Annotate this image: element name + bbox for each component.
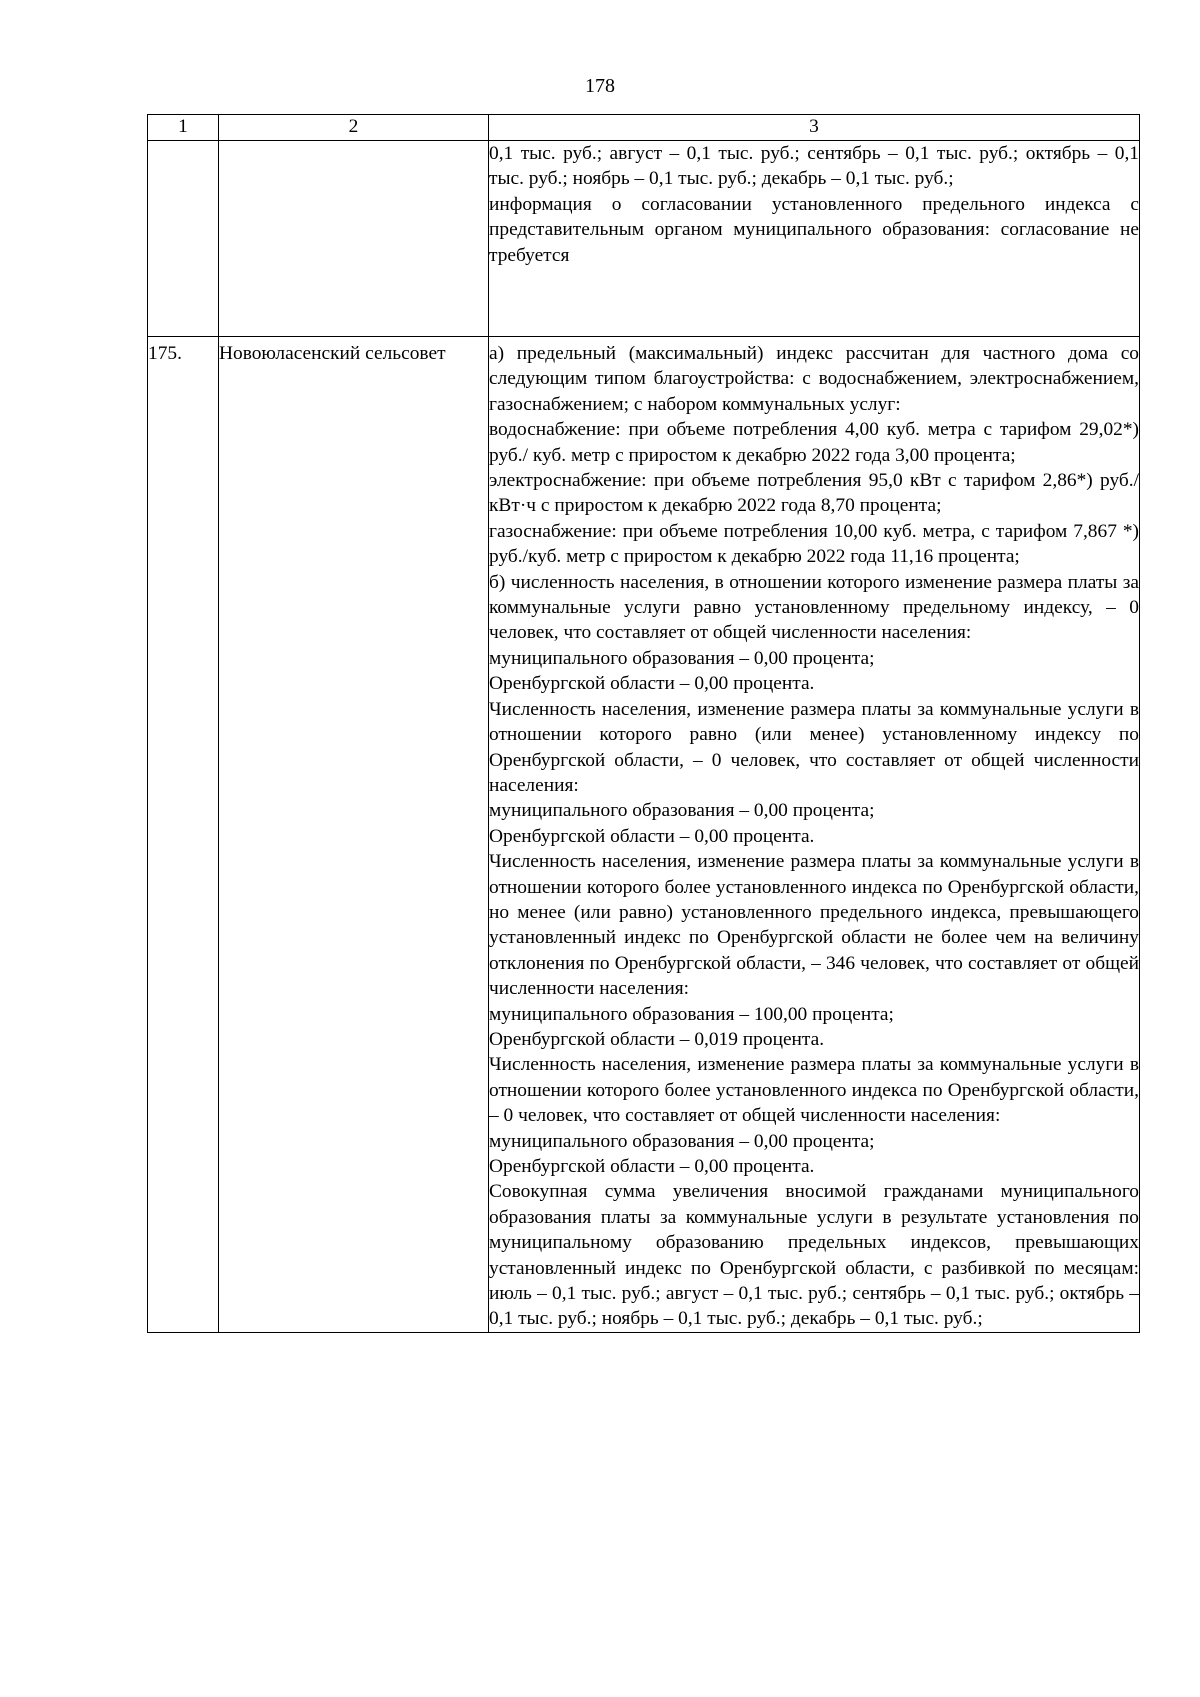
entry-paragraph: а) предельный (максимальный) индекс рассчитан для частного дома со следующим типом благоустройства: с водоснабжением, электроснабжением, газоснабжением; с набором коммунальных услуг: [489, 343, 1139, 415]
entry-paragraph: электроснабжение: при объеме потребления 95,0 кВт с тарифом 2,86*) руб./кВт·ч с приростом к декабрю 2022 года 8,70 процента; [489, 470, 1139, 517]
entry-paragraph: Оренбургской области – 0,019 процента. [489, 1028, 825, 1050]
column-header-2: 2 [219, 115, 489, 141]
municipality-name: Новоюласенский сельсовет [219, 337, 489, 1333]
continuation-name-cell [219, 141, 489, 337]
entry-paragraph: Оренбургской области – 0,00 процента. [489, 673, 815, 695]
entry-paragraph: газоснабжение: при объеме потребления 10,00 куб. метра, с тарифом 7,867 *) руб./куб. метр с приростом к декабрю 2022 года 11,16 процента; [489, 520, 1139, 568]
entry-paragraph: Численность населения, изменение размера платы за коммунальные услуги в отношении которого более установленного индекса по Оренбургской области, – 0 человек, что составляет от общей численности населения: [489, 1054, 1139, 1127]
index-table [147, 114, 1140, 1333]
entry-paragraph: Численность населения, изменение размера платы за коммунальные услуги в отношении которого равно (или менее) установленному индексу по Оренбургской области, – 0 человек, что составляет от общей численности населения: [489, 698, 1139, 796]
continuation-content-cell [489, 141, 1140, 337]
entry-paragraph: Численность населения, изменение размера платы за коммунальные услуги в отношении которого более установленного индекса по Оренбургской области, но менее (или равно) установленного предельного индекса, превышающего установленный индекс по Оренбургской области не более чем на величину отклонения по Оренбургской области, – 346 человек, что составляет от общей численности населения: [489, 851, 1139, 1000]
table-row-entry-175 [148, 337, 1140, 1333]
entry-paragraph: водоснабжение: при объеме потребления 4,00 куб. метра с тарифом 29,02*) руб./ куб. метр с приростом к декабрю 2022 года 3,00 процента; [489, 419, 1139, 466]
page-number: 178 [585, 75, 615, 97]
column-header-1: 1 [148, 115, 219, 141]
table-row-continuation [148, 141, 1140, 337]
continuation-paragraph: информация о согласовании установленного предельного индекса с представительным органом муниципального образования: согласование не требуется [489, 193, 1139, 266]
entry-number: 175. [148, 337, 219, 1333]
continuation-number-cell [148, 141, 219, 337]
entry-paragraph: муниципального образования – 100,00 процента; [489, 1003, 894, 1025]
entry-paragraph: б) численность населения, в отношении которого изменение размера платы за коммунальные услуги равно установленному предельному индексу, – 0 человек, что составляет от общей численности населения: [489, 571, 1139, 644]
entry-paragraph: Оренбургской области – 0,00 процента. [489, 1156, 815, 1177]
entry-paragraph: муниципального образования – 0,00 процента; [489, 1130, 875, 1152]
entry-paragraph: Оренбургской области – 0,00 процента. [489, 825, 815, 847]
column-header-3: 3 [489, 115, 1140, 141]
entry-paragraph: Совокупная сумма увеличения вносимой гражданами муниципального образования платы за коммунальные услуги в результате установления по муниципальному образованию предельных индексов, превышающих установленный индекс по Оренбургской области, с разбивкой по месяцам: июль – 0,1 тыс. руб.; август – 0,1 тыс. руб.; сентябрь – 0,1 тыс. руб.; октябрь – 0,1 тыс. руб.; ноябрь – 0,1 тыс. руб.; декабрь – 0,1 тыс. руб.; [489, 1181, 1139, 1330]
table-header-row [148, 115, 1140, 141]
entry-paragraph: муниципального образования – 0,00 процента; [489, 647, 875, 669]
entry-content-cell [489, 337, 1140, 1333]
entry-paragraph: муниципального образования – 0,00 процента; [489, 800, 875, 822]
continuation-paragraph: 0,1 тыс. руб.; август – 0,1 тыс. руб.; сентябрь – 0,1 тыс. руб.; октябрь – 0,1 тыс. руб.; ноябрь – 0,1 тыс. руб.; декабрь – 0,1 тыс. руб.; [489, 143, 1139, 190]
